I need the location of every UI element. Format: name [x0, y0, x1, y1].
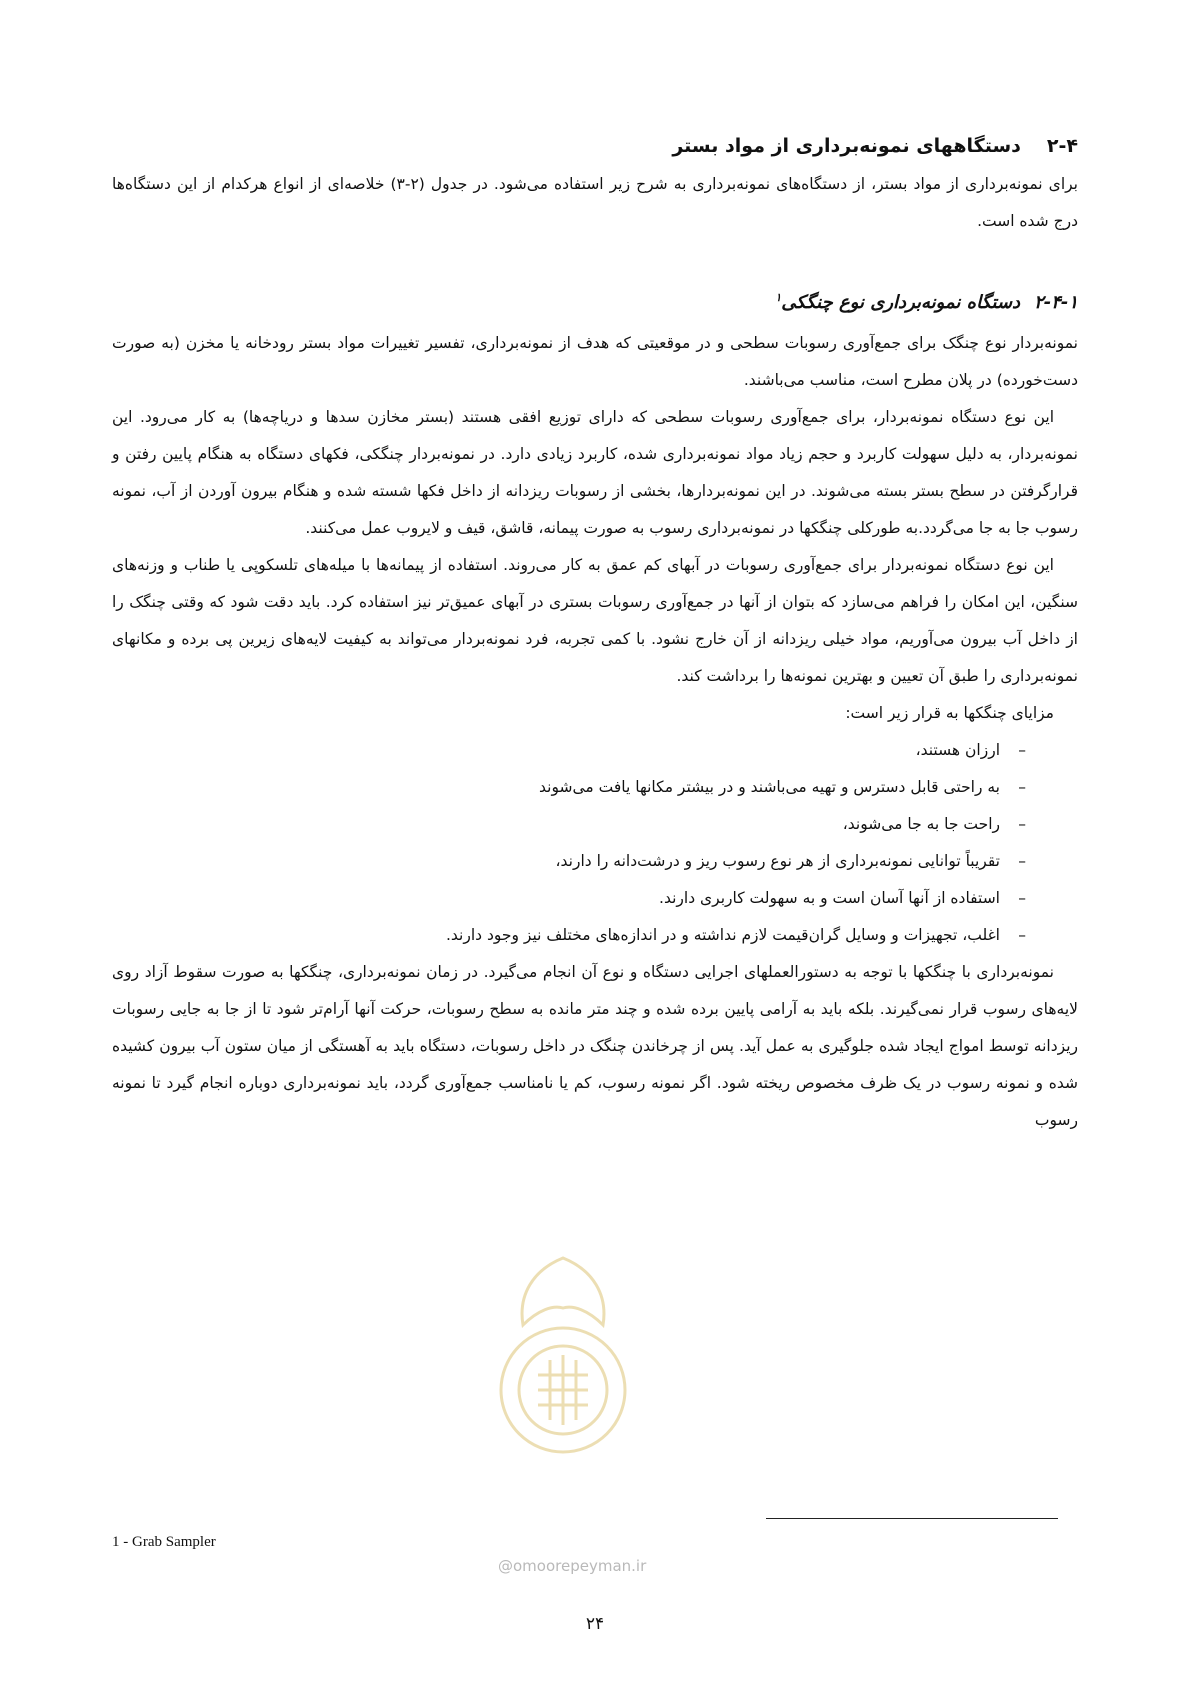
watermark-logo-icon: [478, 1250, 648, 1460]
footnote: 1 - Grab Sampler: [112, 1534, 216, 1550]
paragraph-1: نمونه‌بردار نوع چنگک برای جمع‌آوری رسوبات سطحی و در موقعیتی که هدف از نمونه‌برداری، تفسیر تغییرات مواد بستر رودخانه یا مخزن (به صورت دست‌خورده) در پلان مطرح است، مناسب می‌باشند.: [112, 334, 1078, 389]
subsection-number: ۲-۴-۱: [1034, 292, 1078, 313]
list-item: – راحت جا به جا می‌شوند،: [112, 806, 1078, 843]
footnote-ref: ۱: [775, 291, 782, 304]
list-dash: –: [1018, 889, 1026, 907]
paragraph-2: این نوع دستگاه نمونه‌بردار، برای جمع‌آوری رسوبات سطحی که دارای توزیع افقی هستند (بستر مخازن سدها و دریاچه‌ها) به کار می‌رود. این نمونه‌بردار، به دلیل سهولت کاربرد و حجم زیاد مواد نمونه‌برداری شده، کاربرد زیادی دارد. در نمونه‌بردار چنگکی، فکهای دستگاه به هنگام پایین رفتن و قرارگرفتن در سطح بستر بسته می‌شوند. در این نمونه‌بردارها، بخشی از رسوبات ریزدانه از داخل فکها شسته شده و هنگام بیرون آوردن از آب، نمونه رسوب جا به جا می‌گردد.به طورکلی چنگکها در نمونه‌برداری رسوب به صورت پیمانه، قاشق، قیف و لایروب عمل می‌کنند.: [112, 408, 1078, 537]
footnote-divider: [766, 1518, 1058, 1519]
page-number: ۲۴: [585, 1614, 605, 1634]
section-heading: [112, 128, 1078, 164]
list-item: – به راحتی قابل دسترس و تهیه می‌باشند و در بیشتر مکانها یافت می‌شوند: [112, 769, 1078, 806]
list-item: – استفاده از آنها آسان است و به سهولت کاربری دارند.: [112, 880, 1078, 917]
list-dash: –: [1018, 741, 1026, 759]
advantages-list: [112, 732, 1078, 954]
page-content: [112, 128, 1078, 1139]
list-dash: –: [1018, 778, 1026, 796]
list-dash: –: [1018, 815, 1026, 833]
list-item: – تقریباً توانایی نمونه‌برداری از هر نوع رسوب ریز و درشت‌دانه را دارند،: [112, 843, 1078, 880]
subsection-title: دستگاه نمونه‌برداری نوع چنگکی: [781, 292, 1021, 313]
list-dash: –: [1018, 852, 1026, 870]
watermark-text: @omoorepeyman.ir: [498, 1557, 647, 1575]
list-dash: –: [1018, 926, 1026, 944]
subsection-heading: [112, 280, 1078, 321]
section-intro: برای نمونه‌برداری از مواد بستر، از دستگاه‌های نمونه‌برداری به شرح زیر استفاده می‌شود. در جدول (۲-۳) خلاصه‌ای از انواع هرکدام از این دستگاه‌ها درج شده است.: [112, 175, 1078, 230]
advantages-intro: مزایای چنگکها به قرار زیر است:: [845, 704, 1054, 722]
section-number: ۲-۴: [1046, 135, 1078, 157]
closing-paragraph: نمونه‌برداری با چنگکها با توجه به دستورالعملهای اجرایی دستگاه و نوع آن انجام می‌گیرد. در زمان نمونه‌برداری، چنگکها به صورت سقوط آزاد روی لایه‌های رسوب قرار نمی‌گیرند. بلکه باید به آرامی پایین برده شده و چند متر مانده به سطح رسوبات، حرکت آنها آرام‌تر شود تا از جا به جایی رسوبات ریزدانه توسط امواج ایجاد شده جلوگیری به عمل آید. پس از چرخاندن چنگک در داخل رسوبات، دستگاه باید به آهستگی از میان ستون آب بیرون کشیده شده و نمونه رسوب در یک ظرف مخصوص ریخته شود. اگر نمونه رسوب، کم یا نامناسب جمع‌آوری گردد، باید نمونه‌برداری دوباره انجام گیرد تا نمونه رسوب: [112, 963, 1078, 1129]
list-item: – اغلب، تجهیزات و وسایل گران‌قیمت لازم نداشته و در اندازه‌های مختلف نیز وجود دارند.: [112, 917, 1078, 954]
paragraph-3: این نوع دستگاه نمونه‌بردار برای جمع‌آوری رسوبات در آبهای کم عمق به کار می‌روند. استفاده از پیمانه‌ها با میله‌های تلسکوپی یا طناب و وزنه‌های سنگین، این امکان را فراهم می‌سازد که بتوان از آنها در جمع‌آوری رسوبات بستری در آبهای عمیق‌تر نیز استفاده کرد. باید دقت شود که وقتی چنگک را از داخل آب بیرون می‌آوریم، مواد خیلی ریزدانه از آن خارج نشود. با کمی تجربه، فرد نمونه‌بردار می‌تواند به کیفیت لایه‌های زیرین پی برده و مکانهای نمونه‌برداری را طبق آن تعیین و بهترین نمونه‌ها را برداشت کند.: [112, 556, 1078, 685]
list-item: – ارزان هستند،: [112, 732, 1078, 769]
section-title: دستگاههای نمونه‌برداری از مواد بستر: [672, 135, 1021, 157]
